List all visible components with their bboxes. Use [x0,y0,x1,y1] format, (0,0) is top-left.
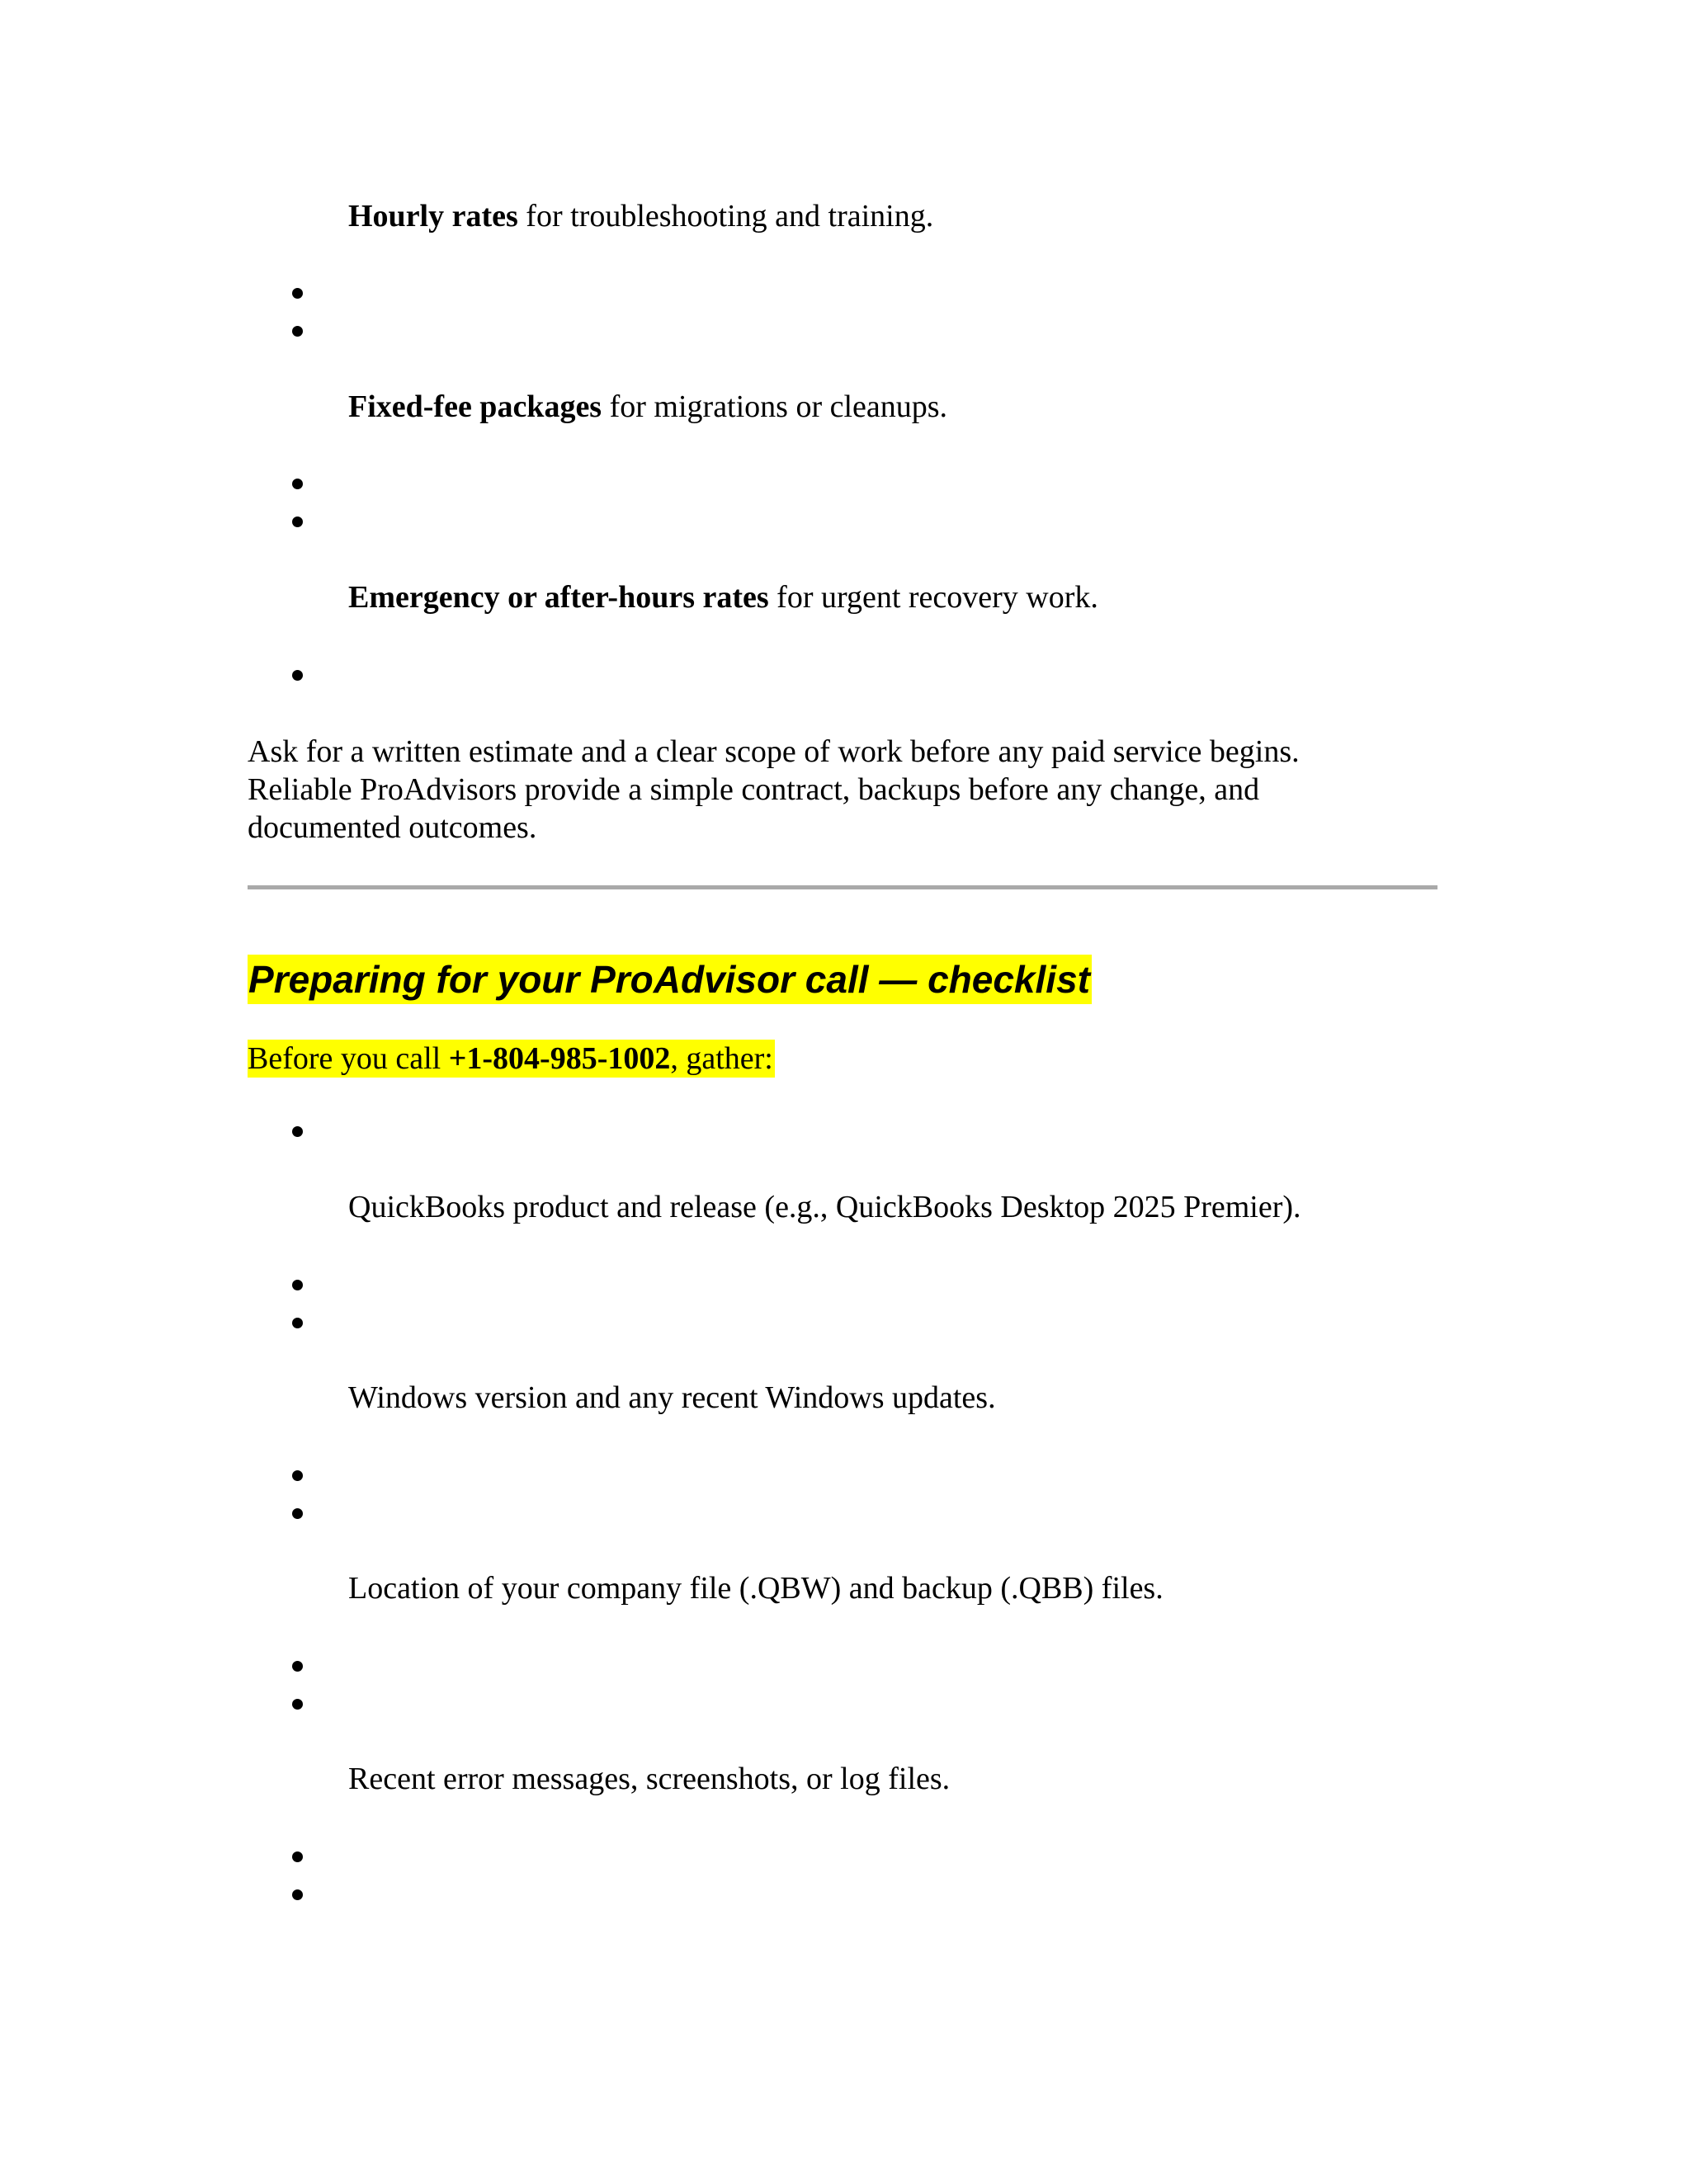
bullet-icon [292,1699,303,1710]
bullet-icon [292,1508,303,1519]
checklist-item: QuickBooks product and release (e.g., QuickBooks Desktop 2025 Premier). [348,1190,1301,1224]
pricing-description: for urgent recovery work. [768,580,1098,615]
paragraph-line: documented outcomes. [248,810,537,845]
bullet-icon [292,326,303,337]
checklist-heading: Preparing for your ProAdvisor call — checklist [248,955,1092,1004]
phone-number: +1-804-985-1002 [448,1041,671,1076]
pricing-description: for migrations or cleanups. [602,389,948,424]
paragraph-line: Reliable ProAdvisors provide a simple contract, backups before any change, and [248,772,1260,807]
checklist-item: Location of your company file (.QBW) and backup (.QBB) files. [348,1571,1164,1606]
checklist-item: Recent error messages, screenshots, or log files. [348,1762,951,1796]
bullet-icon [292,288,303,299]
bullet-icon [292,1889,303,1900]
bullet-icon [292,517,303,527]
checklist-intro [248,1040,775,1078]
pricing-term: Emergency or after-hours rates [348,580,769,615]
pricing-item-emergency [348,579,1098,616]
paragraph-line: Ask for a written estimate and a clear scope of work before any paid service begins. [248,734,1300,769]
checklist-item: Windows version and any recent Windows updates. [348,1380,996,1415]
pricing-item-hourly [348,198,933,234]
pricing-description: for troubleshooting and training. [517,199,934,233]
intro-text: Before you call [248,1041,449,1076]
bullet-icon [292,670,303,681]
pricing-term: Hourly rates [348,199,518,233]
horizontal-divider [248,885,1437,889]
bullet-icon [292,479,303,489]
bullet-icon [292,1318,303,1328]
estimate-paragraph [248,733,1444,847]
bullet-icon [292,1280,303,1290]
bullet-icon [292,1126,303,1137]
bullet-icon [292,1470,303,1481]
intro-text: , gather: [670,1041,773,1076]
bullet-icon [292,1661,303,1672]
bullet-icon [292,1851,303,1862]
pricing-item-fixed-fee [348,389,947,425]
pricing-term: Fixed-fee packages [348,389,602,424]
